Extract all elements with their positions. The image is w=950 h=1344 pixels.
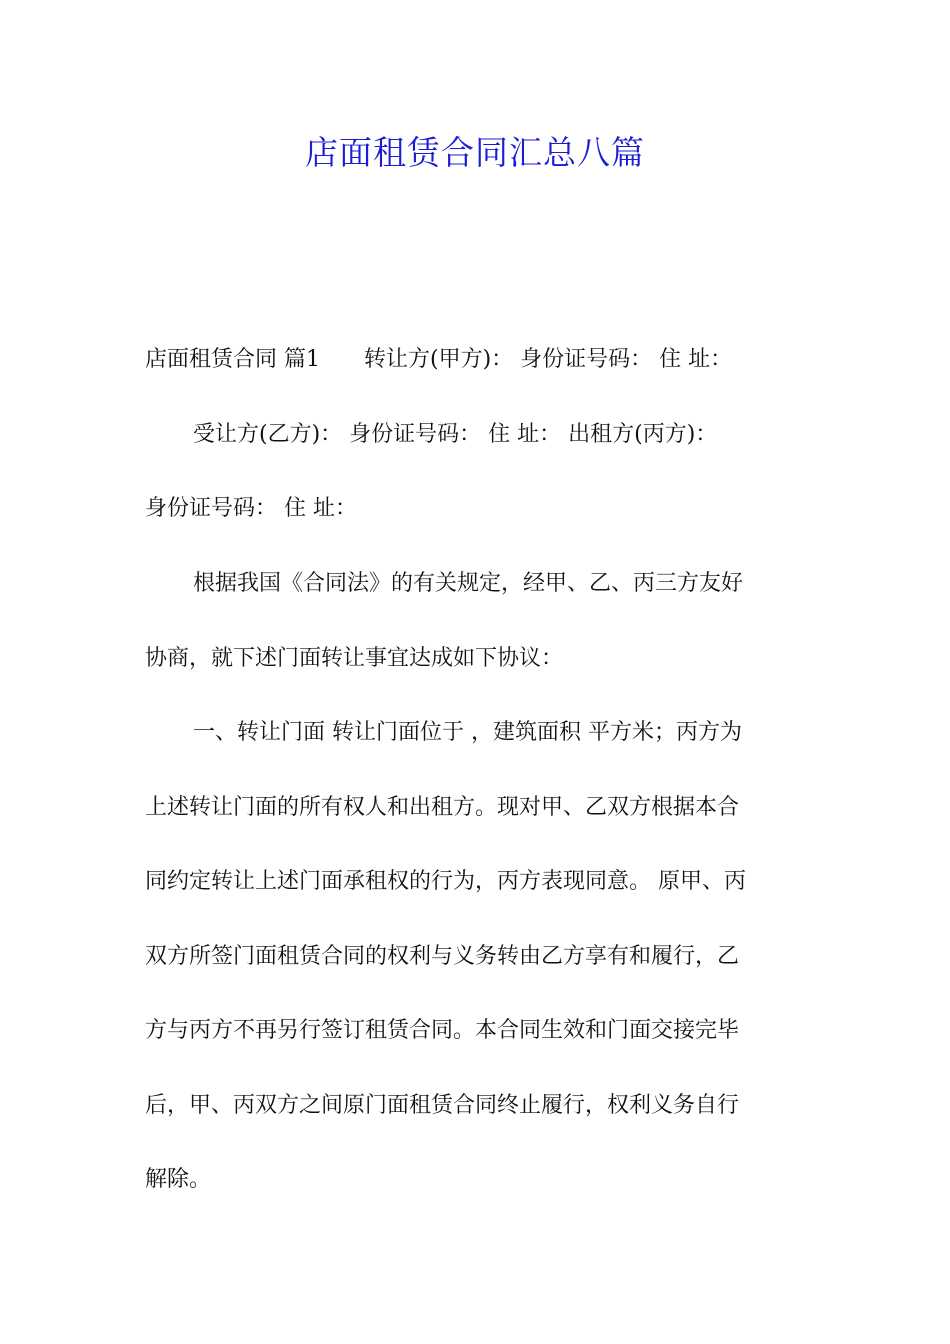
body-line-4: 根据我国《合同法》的有关规定，经甲、乙、丙三方友好 [193, 571, 744, 596]
body-line-3: 身份证号码： 住 址： [145, 496, 357, 521]
body-line-6: 一、转让门面 转让门面位于 ，建筑面积 平方米；丙方为 [193, 720, 742, 745]
body-line-7: 上述转让门面的所有权人和出租方。现对甲、乙双方根据本合 [145, 795, 740, 820]
body-line-10: 方与丙方不再另行签订租赁合同。本合同生效和门面交接完毕 [145, 1018, 740, 1043]
body-line-2: 受让方(乙方)： 身份证号码： 住 址： 出租方(丙方)： [193, 422, 718, 447]
body-line-1: 店面租赁合同 篇1 转让方(甲方)： 身份证号码： 住 址： [145, 347, 733, 372]
body-line-8: 同约定转让上述门面承租权的行为，丙方表现同意。 原甲、丙 [145, 869, 746, 894]
body-line-9: 双方所签门面租赁合同的权利与义务转由乙方享有和履行，乙 [145, 944, 740, 969]
body-line-12: 解除。 [145, 1167, 212, 1192]
body-line-11: 后，甲、丙双方之间原门面租赁合同终止履行，权利义务自行 [145, 1093, 740, 1118]
document-title: 店面租赁合同汇总八篇 [305, 133, 645, 172]
body-line-5: 协商，就下述门面转让事宜达成如下协议： [145, 646, 564, 671]
